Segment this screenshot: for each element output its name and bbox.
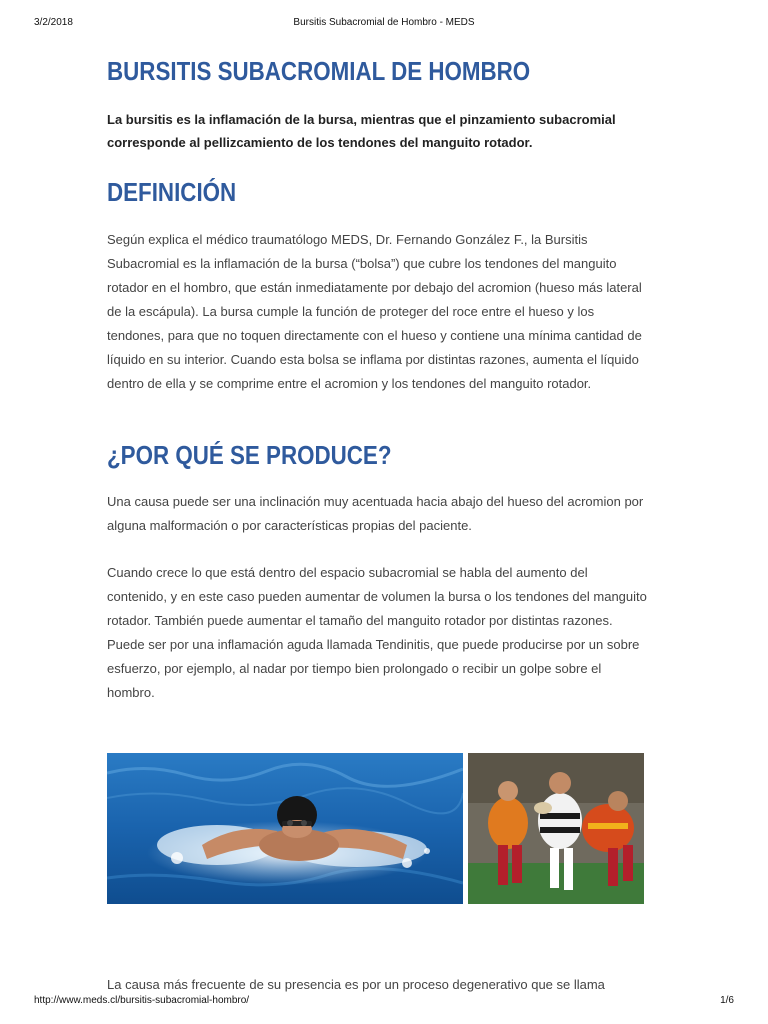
- definition-heading: DEFINICIÓN: [107, 177, 237, 207]
- swimmer-photo: [107, 753, 463, 904]
- causes-heading: ¿POR QUÉ SE PRODUCE?: [107, 440, 392, 470]
- print-header: [0, 17, 768, 31]
- rugby-photo: [468, 753, 644, 904]
- article-title: BURSITIS SUBACROMIAL DE HOMBRO: [107, 56, 531, 86]
- causes-paragraph-2: Cuando crece lo que está dentro del espacio subacromial se habla del aumento del contenido, y en este caso pueden aumentar de volumen la bursa o los tendones del manguito rotador. También puede aumentar el tamaño del manguito rotador por distintas razones. Puede ser por una inflamación aguda llamada Tendinitis, que puede producirse por un sobre esfuerzo, por ejemplo, al nadar por tiempo bien prolongado o recibir un golpe sobre el hombro.: [107, 565, 647, 700]
- print-footer: [0, 995, 768, 1009]
- article-lead: La bursitis es la inflamación de la bursa, mientras que el pinzamiento subacromial corresponde al pellizcamiento de los tendones del manguito rotador.: [107, 112, 616, 150]
- print-page-title: Bursitis Subacromial de Hombro - MEDS: [293, 17, 475, 28]
- trailing-paragraph: La causa más frecuente de su presencia es por un proceso degenerativo que se llama: [107, 977, 605, 992]
- print-url[interactable]: http://www.meds.cl/bursitis-subacromial-hombro/: [34, 995, 250, 1006]
- print-date: 3/2/2018: [34, 17, 73, 28]
- page-number: 1/6: [720, 995, 734, 1006]
- definition-paragraph: Según explica el médico traumatólogo MEDS, Dr. Fernando González F., la Bursitis Subacromial es la inflamación de la bursa (“bolsa”) que cubre los tendones del manguito rotador en el hombro, que están inmediatamente por debajo del acromion (hueso más lateral de la escápula). La bursa cumple la función de proteger del roce entre el hueso y los tendones, para que no toquen directamente con el hueso y contiene una mínima cantidad de líquido en su interior. Cuando esta bolsa se inflama por distintas razones, aumenta el líquido dentro de ella y se comprime entre el acromion y los tendones del manguito rotador.: [107, 232, 642, 391]
- causes-paragraph-1: Una causa puede ser una inclinación muy acentuada hacia abajo del hueso del acromion por alguna malformación o por características propias del paciente.: [107, 494, 644, 533]
